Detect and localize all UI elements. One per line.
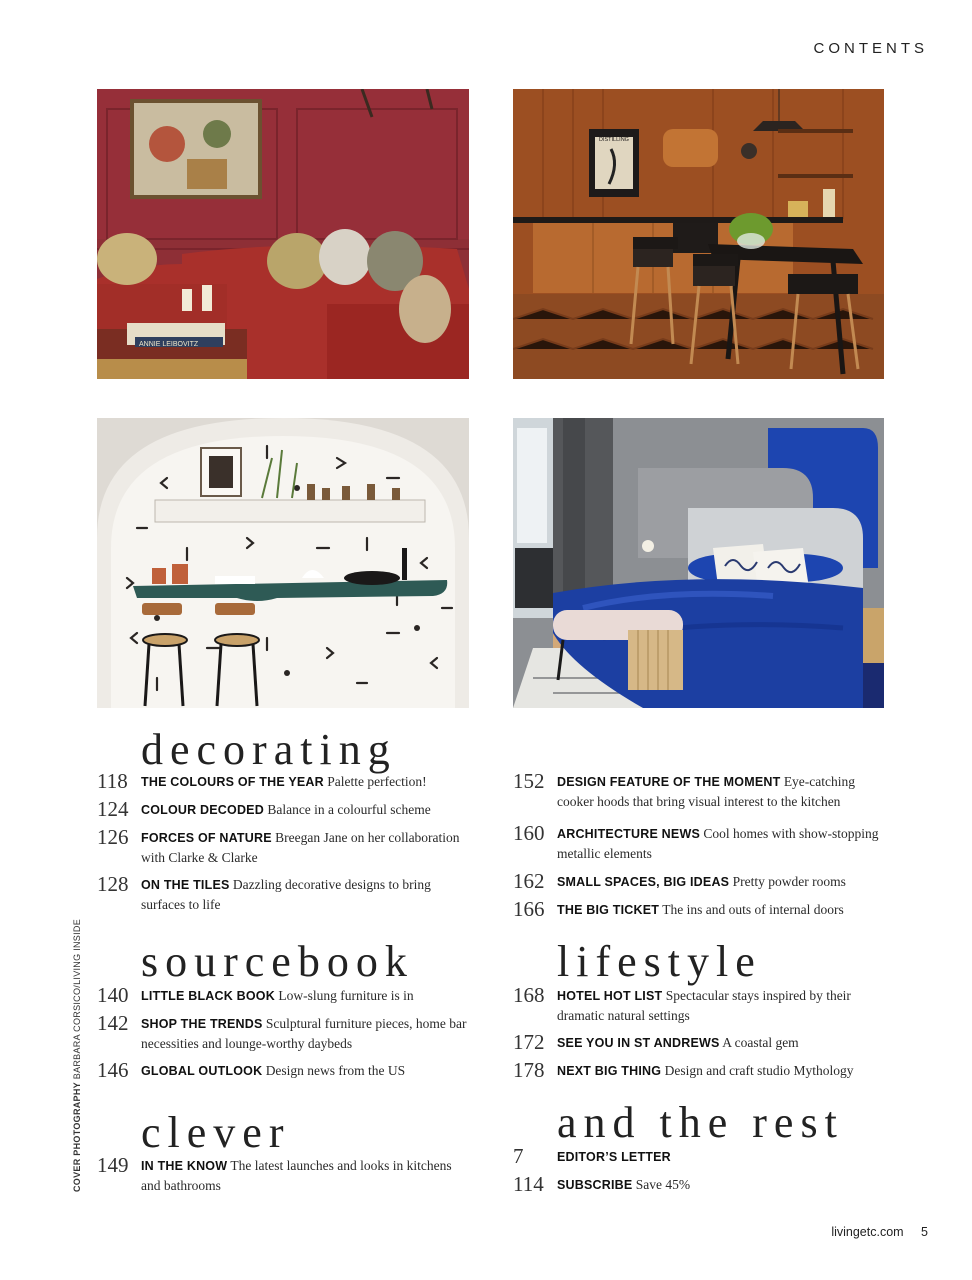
page-number: 172 bbox=[513, 1030, 545, 1054]
entry-description: Low-slung furniture is in bbox=[278, 988, 414, 1003]
page-number: 140 bbox=[97, 983, 129, 1007]
entry-heading: GLOBAL OUTLOOK bbox=[141, 1064, 263, 1078]
photo-red-living-room bbox=[97, 89, 469, 379]
section-title-decorating: decorating bbox=[141, 725, 397, 774]
page-number: 149 bbox=[97, 1153, 129, 1177]
entry-heading: SMALL SPACES, BIG IDEAS bbox=[557, 875, 730, 889]
entry-heading: SHOP THE TRENDS bbox=[141, 1017, 263, 1031]
entry-heading: THE COLOURS OF THE YEAR bbox=[141, 775, 324, 789]
section-title-lifestyle: lifestyle bbox=[557, 937, 762, 986]
entry-description: Design news from the US bbox=[265, 1063, 406, 1078]
entry-description: The latest launches and looks in kitchens and bathrooms bbox=[141, 1158, 452, 1193]
page-number: 168 bbox=[513, 983, 545, 1007]
entry-heading: NEXT BIG THING bbox=[557, 1064, 662, 1078]
photo-blue-bedroom bbox=[513, 418, 884, 708]
poster-text: DISTILLING bbox=[599, 137, 629, 143]
entry-description: Dazzling decorative designs to bring surfaces to life bbox=[141, 877, 431, 912]
entry-heading: ON THE TILES bbox=[141, 878, 230, 892]
page-number: 124 bbox=[97, 797, 129, 821]
entry-description: The ins and outs of internal doors bbox=[662, 902, 844, 917]
section-title-clever: clever bbox=[141, 1108, 291, 1157]
photo-wood-kitchen bbox=[513, 89, 884, 379]
page-footer bbox=[831, 1225, 928, 1239]
section-title-sourcebook: sourcebook bbox=[141, 937, 414, 986]
page-number: 114 bbox=[513, 1172, 544, 1196]
photo-book-caption: ANNIE LEIBOVITZ bbox=[139, 341, 199, 348]
entry-heading: SEE YOU IN ST ANDREWS bbox=[557, 1036, 720, 1050]
entry-description: Cool homes with show-stopping metallic elements bbox=[557, 826, 879, 861]
page-number-footer: 5 bbox=[921, 1225, 928, 1239]
entry-description: Sculptural furniture pieces, home bar necessities and lounge-worthy daybeds bbox=[141, 1016, 467, 1051]
entry-heading: SUBSCRIBE bbox=[557, 1178, 633, 1192]
cover-photo-credit bbox=[72, 919, 82, 1192]
page-number: 152 bbox=[513, 769, 545, 793]
page-number: 7 bbox=[513, 1144, 524, 1168]
entry-description: Spectacular stays inspired by their dramatic natural settings bbox=[557, 988, 851, 1023]
page-number: 146 bbox=[97, 1058, 129, 1082]
page-number: 126 bbox=[97, 825, 129, 849]
page-number: 142 bbox=[97, 1011, 129, 1035]
credit-text: BARBARA CORSICO/LIVING INSIDE bbox=[72, 918, 82, 1080]
photo-tiled-kitchen-niche bbox=[97, 418, 469, 708]
page-number: 118 bbox=[97, 769, 128, 793]
entry-heading: FORCES OF NATURE bbox=[141, 831, 272, 845]
entry-description: Palette perfection! bbox=[327, 774, 427, 789]
page-number: 166 bbox=[513, 897, 545, 921]
credit-label: COVER PHOTOGRAPHY bbox=[72, 1082, 82, 1192]
entry-description: Design and craft studio Mythology bbox=[664, 1063, 854, 1078]
entry-description: Balance in a colourful scheme bbox=[267, 802, 431, 817]
entry-description: A coastal gem bbox=[722, 1035, 799, 1050]
entry-heading: IN THE KNOW bbox=[141, 1159, 228, 1173]
entry-heading: THE BIG TICKET bbox=[557, 903, 660, 917]
entry-description: Pretty powder rooms bbox=[732, 874, 846, 889]
section-title-rest: and the rest bbox=[557, 1098, 844, 1147]
entry-description: Breegan Jane on her collaboration with Clarke & Clarke bbox=[141, 830, 460, 865]
page-header: CONTENTS bbox=[813, 40, 928, 57]
site-url[interactable]: livingetc.com bbox=[831, 1225, 904, 1239]
entry-heading: ARCHITECTURE NEWS bbox=[557, 827, 700, 841]
entry-heading: LITTLE BLACK BOOK bbox=[141, 989, 275, 1003]
page-number: 162 bbox=[513, 869, 545, 893]
entry-description: Save 45% bbox=[635, 1177, 691, 1192]
page-number: 128 bbox=[97, 872, 129, 896]
entry-heading: HOTEL HOT LIST bbox=[557, 989, 663, 1003]
page-number: 160 bbox=[513, 821, 545, 845]
page-number: 178 bbox=[513, 1058, 545, 1082]
entry-heading: COLOUR DECODED bbox=[141, 803, 264, 817]
entry-description: Eye-catching cooker hoods that bring visual interest to the kitchen bbox=[557, 774, 856, 809]
entry-heading: DESIGN FEATURE OF THE MOMENT bbox=[557, 775, 781, 789]
entry-heading: EDITOR’S LETTER bbox=[557, 1150, 671, 1164]
